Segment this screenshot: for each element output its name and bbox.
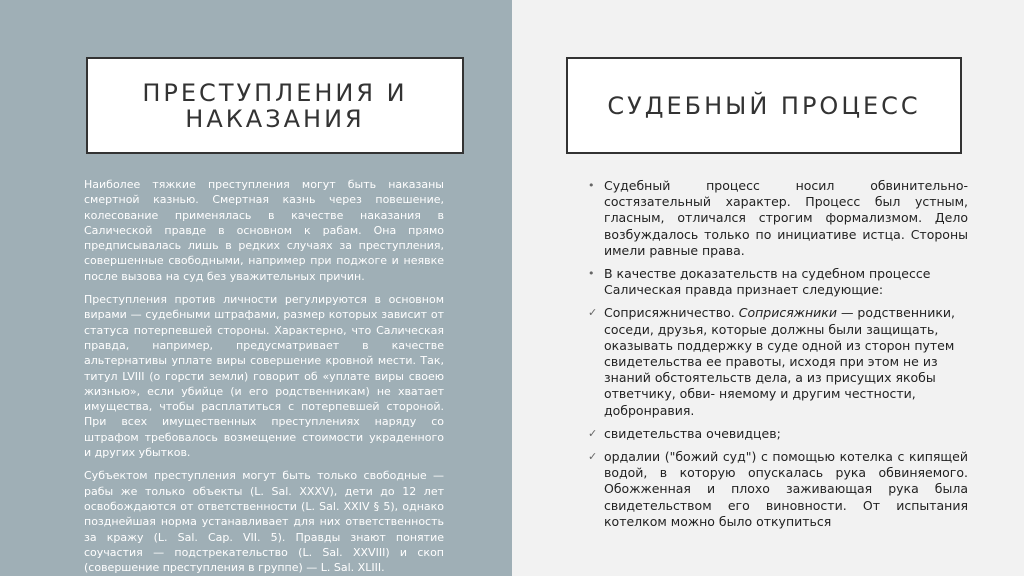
- right-bullet-list: [588, 178, 968, 537]
- left-title-box: [86, 57, 464, 154]
- right-title: СУДЕБНЫЙ ПРОЦЕСС: [607, 91, 921, 120]
- right-title-box: [566, 57, 962, 154]
- list-item: ✓ свидетельства очевидцев;: [588, 425, 781, 441]
- paragraph-capital-punishment: Наиболее тяжкие преступления могут быть наказаны смертной казнью. Смертная казнь через повешение, колесование применялась в качестве наказания в Салической правде в основном к рабам. Она прямо предписывалась лишь в редких случаях за преступления, совершенные свободными, например при поджоге и неявке после вызова на суд без уважительных причин.: [84, 178, 444, 283]
- list-item: • Судебный процесс носил обвинительно-состязательный характер. Процесс был устным, гласным, отличался строгим формализмом. Дело возбуждалось только по инициативе истца. Стороны имели равные права.: [588, 178, 968, 258]
- checkmark-icon: ✓: [588, 426, 598, 440]
- bullet-icon: •: [588, 267, 595, 281]
- left-title: ПРЕСТУПЛЕНИЯ И НАКАЗАНИЯ: [142, 78, 408, 133]
- list-item: • В качестве доказательств на судебном процессе Салическая правда признает следующие:: [588, 266, 931, 298]
- left-body-text: [84, 177, 444, 575]
- bullet-icon: •: [588, 179, 595, 192]
- list-item: ✓ ордалии ("божий суд") с помощью котелка с кипящей водой, в которую опускалась рука обвиняемого. Обожженная и плохо заживающая рука была свидетельством его виновности. От испытания котелком можно было откупиться: [588, 449, 968, 529]
- paragraph-subject-of-crime: Субъектом преступления могут быть только свободные — рабы же только объекты (L. Sal. XXXV), дети до 12 лет освобождаются от ответственности (L. Sal. XXIV § 5), однако позднейшая норма устанавливает для них ответственность за кражу (L. Sal. Cap. VII. 5). Правды знают понятие соучастия — подстрекательство (L. Sal. XXVIII) и скоп (совершение преступления в группе) — L. Sal. XLIII.: [84, 469, 444, 575]
- checkmark-icon: ✓: [588, 306, 598, 320]
- paragraph-crimes-against-person: Преступления против личности регулируются в основном вирами — судебными штрафами, размер которых зависит от статуса потерпевшей стороны. Характерно, что Салическая правда, например, предусматривает в качестве альтернативы уплате виры совершение кровной мести. Так, титул LVIII (о горсти земли) говорит об «уплате виры своею жизнью», если убийце (и его родственникам) не хватает имущества, чтобы расплатиться с потерпевшей стороной. При всех имущественных преступлениях наряду со штрафом требовалось возмещение стоимости украденного и других убытков.: [84, 293, 444, 460]
- checkmark-icon: ✓: [588, 450, 598, 464]
- list-item: ✓ Соприсяжничество. Соприсяжники — родственники, соседи, друзья, которые должны были защищать, оказывать поддержку в суде одной из сторон путем свидетельства ее правоты, исходя при этом не из знаний обстоятельств дела, а из присущих якобы ответчику, обви- няемому и другим честности, добронравия.: [588, 305, 955, 418]
